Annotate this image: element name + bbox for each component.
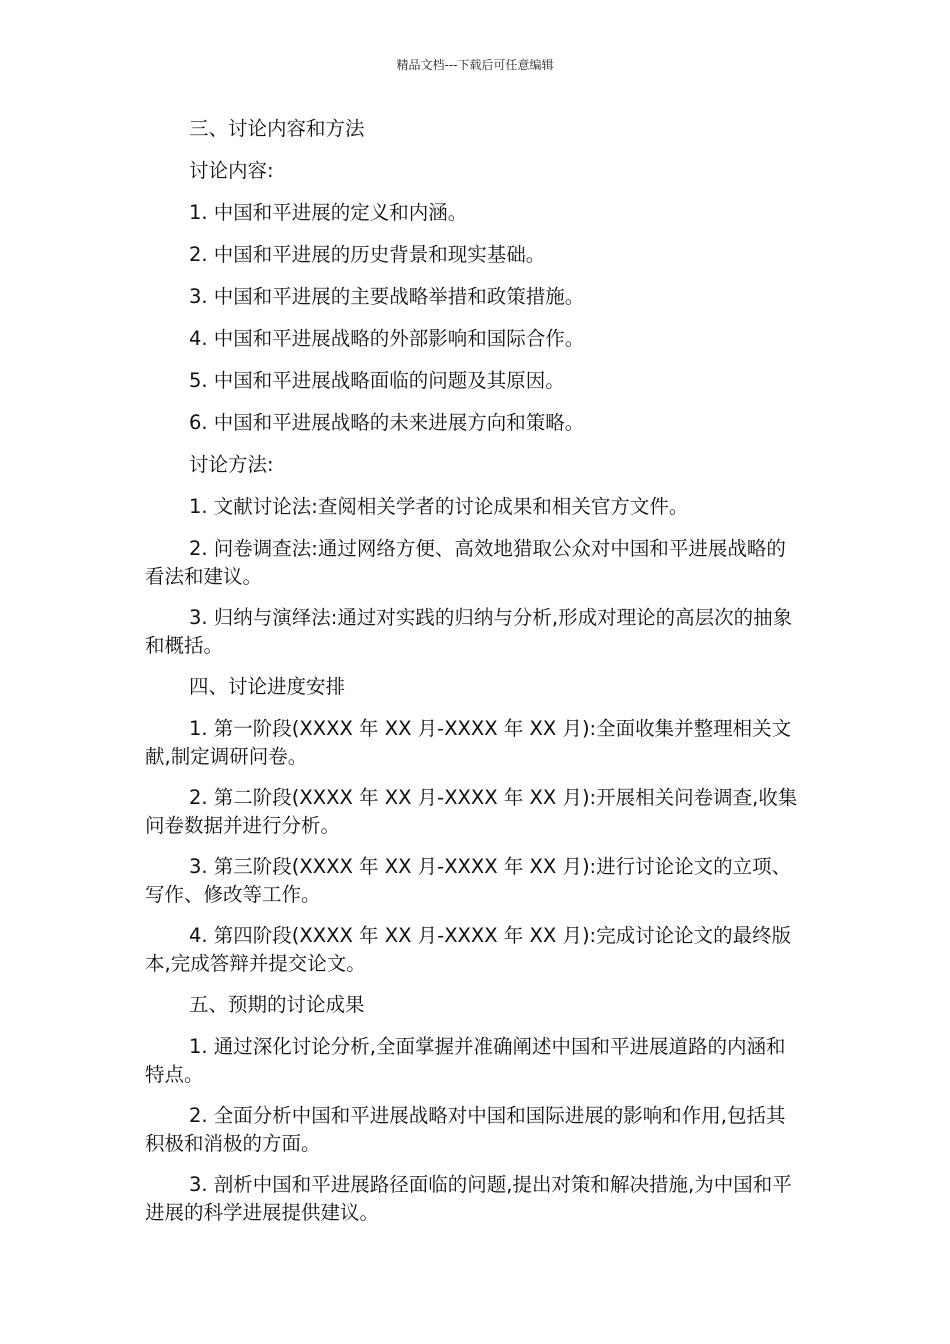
content-item-6: 6. 中国和平进展战略的未来进展方向和策略。 bbox=[189, 411, 585, 434]
section-heading-5: 五、预期的讨论成果 bbox=[189, 993, 365, 1016]
section-heading-3: 三、讨论内容和方法 bbox=[189, 117, 365, 140]
content-item-1: 1. 中国和平进展的定义和内涵。 bbox=[189, 201, 468, 224]
method-item-2: 2. 问卷调查法:通过网络方便、高效地猎取公众对中国和平进展战略的看法和建议。 bbox=[145, 537, 786, 588]
content-item-5: 5. 中国和平进展战略面临的问题及其原因。 bbox=[189, 369, 565, 392]
section-heading-4: 四、讨论进度安排 bbox=[189, 675, 346, 698]
page-header: 精品文档---下载后可任意编辑 bbox=[396, 58, 554, 72]
subheading-content: 讨论内容: bbox=[189, 159, 274, 182]
method-item-3: 3. 归纳与演绎法:通过对实践的归纳与分析,形成对理论的高层次的抽象和概括。 bbox=[145, 606, 793, 657]
document-body bbox=[145, 115, 800, 1240]
method-item-1: 1. 文献讨论法:查阅相关学者的讨论成果和相关官方文件。 bbox=[189, 495, 689, 518]
content-item-3: 3. 中国和平进展的主要战略举措和政策措施。 bbox=[189, 285, 585, 308]
outcome-item-1: 1. 通过深化讨论分析,全面掌握并准确阐述中国和平进展道路的内涵和特点。 bbox=[145, 1035, 786, 1086]
outcome-item-3: 3. 剖析中国和平进展路径面临的问题,提出对策和解决措施,为中国和平进展的科学进展提供建议。 bbox=[145, 1173, 792, 1224]
content-item-4: 4. 中国和平进展战略的外部影响和国际合作。 bbox=[189, 327, 585, 350]
schedule-item-1: 1. 第一阶段(XXXX 年 XX 月-XXXX 年 XX 月):全面收集并整理相关文献,制定调研问卷。 bbox=[145, 717, 792, 768]
schedule-item-2: 2. 第二阶段(XXXX 年 XX 月-XXXX 年 XX 月):开展相关问卷调查,收集问卷数据并进行分析。 bbox=[145, 786, 798, 837]
schedule-item-4: 4. 第四阶段(XXXX 年 XX 月-XXXX 年 XX 月):完成讨论论文的最终版本,完成答辩并提交论文。 bbox=[145, 924, 792, 975]
outcome-item-2: 2. 全面分析中国和平进展战略对中国和国际进展的影响和作用,包括其积极和消极的方面。 bbox=[145, 1104, 786, 1155]
schedule-item-3: 3. 第三阶段(XXXX 年 XX 月-XXXX 年 XX 月):进行讨论论文的立项、写作、修改等工作。 bbox=[145, 855, 792, 906]
content-item-2: 2. 中国和平进展的历史背景和现实基础。 bbox=[189, 243, 546, 266]
subheading-methods: 讨论方法: bbox=[189, 453, 274, 476]
